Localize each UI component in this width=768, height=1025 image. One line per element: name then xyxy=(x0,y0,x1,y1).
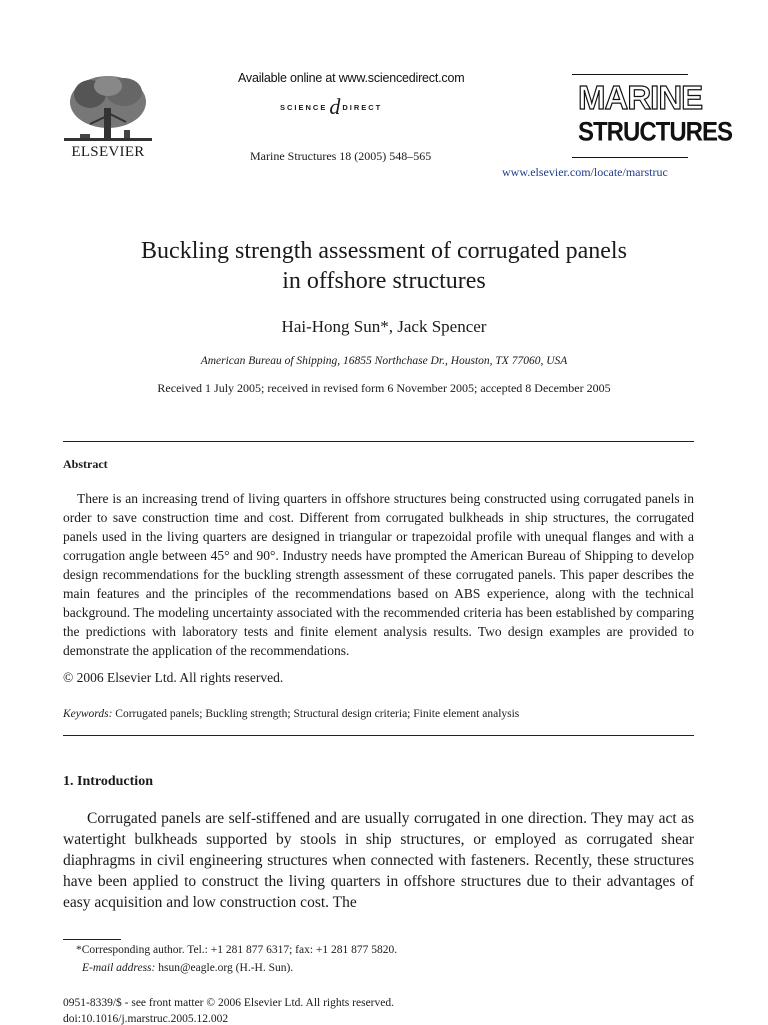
sciencedirect-logo-left: SCIENCE xyxy=(280,102,328,112)
article-title-line-2: in offshore structures xyxy=(282,268,486,294)
journal-citation: Marine Structures 18 (2005) 548–565 xyxy=(250,149,432,163)
footnote-email-label: E-mail address: xyxy=(82,962,156,974)
author-affiliation: American Bureau of Shipping, 16855 Northchase Dr., Houston, TX 77060, USA xyxy=(200,355,568,367)
introduction-text: Corrugated panels are self-stiffened and are usually corrugated in one direction. They may act as watertight bulkheads supported by stools in ship structures, or employed as corrugated shear diaphragms in civil engineering structures when connected with fasteners. Recently, these structures have been applied to construct the living quarters in offshore structures due to their advantages of easy acquisition and low construction cost. The xyxy=(63,810,694,911)
issn-line: 0951-8339/$ - see front matter © 2006 Elsevier Ltd. All rights reserved. xyxy=(63,997,394,1009)
section-heading-introduction: 1. Introduction xyxy=(63,774,153,789)
article-title xyxy=(40,236,728,296)
article-history-dates: Received 1 July 2005; received in revised form 6 November 2005; accepted 8 December 2005 xyxy=(157,381,611,395)
doi-link[interactable]: doi:10.1016/j.marstruc.2005.12.002 xyxy=(63,1013,229,1025)
keywords-label: Keywords: xyxy=(63,708,113,720)
keywords-list: Corrugated panels; Buckling strength; Structural design criteria; Finite element analysis xyxy=(115,708,520,720)
footnote-email-address[interactable]: hsun@eagle.org (H.-H. Sun). xyxy=(158,962,294,974)
journal-url-link[interactable]: www.elsevier.com/locate/marstruc xyxy=(502,165,668,179)
abstract-bottom-divider xyxy=(63,735,694,736)
abstract-body xyxy=(63,489,694,660)
abstract-text: There is an increasing trend of living quarters in offshore structures being constructed using corrugated panels in order to save construction time and cost. Different from corrugated bulkheads in ship structures, the corrugated panels used in the living quarters are designed in triangular or trapezoidal profile with unequal flanges and with a corrugation angle between 45° and 90°. Industry needs have prompted the American Bureau of Shipping to develop design recommendations for the buckling strength assessment of these corrugated panels. This paper describes the main features and the principles of the recommendations based on ABS experience, along with the technical background. The modeling uncertainty associated with the recommended criteria has been established by comparing the predictions with laboratory tests and finite element analysis results. Two design examples are provided to demonstrate the application of the recommendations. xyxy=(63,491,694,658)
sciencedirect-logo xyxy=(280,96,382,118)
article-title-line-1: Buckling strength assessment of corrugated panels xyxy=(141,238,627,264)
abstract-heading: Abstract xyxy=(63,457,108,471)
sciencedirect-logo-right: DIRECT xyxy=(342,102,383,112)
introduction-body xyxy=(63,808,694,913)
publisher-name: ELSEVIER xyxy=(71,144,145,160)
sciencedirect-at-icon: d xyxy=(329,94,341,119)
keywords xyxy=(63,708,519,720)
journal-logo-marine: MARINE xyxy=(578,79,703,116)
footnote-email xyxy=(82,962,293,974)
journal-logo-structures: STRUCTURES xyxy=(578,117,733,148)
footnote-corresponding-author: *Corresponding author. Tel.: +1 281 877 6317; fax: +1 281 877 5820. xyxy=(76,944,398,956)
footnote-divider xyxy=(63,939,121,940)
journal-logo xyxy=(572,74,733,158)
abstract-copyright: © 2006 Elsevier Ltd. All rights reserved. xyxy=(63,670,284,685)
article-authors: Hai-Hong Sun*, Jack Spencer xyxy=(281,317,487,336)
abstract-top-divider xyxy=(63,441,694,442)
sciencedirect-availability[interactable]: Available online at www.sciencedirect.com xyxy=(238,71,465,85)
